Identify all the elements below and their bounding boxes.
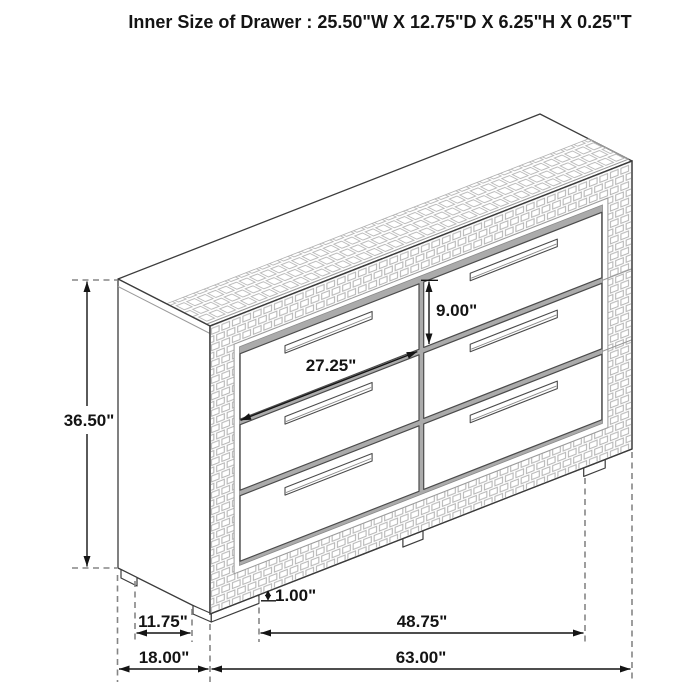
page-title: Inner Size of Drawer : 25.50"W X 12.75"D X 6.25"H X 0.25"T xyxy=(128,12,632,32)
label-overall-width: 63.00" xyxy=(395,648,447,667)
label-drawer-height: 9.00" xyxy=(436,301,478,320)
dim-overall-height xyxy=(64,280,117,568)
dresser-side-panel xyxy=(118,279,210,614)
label-leg-inset-depth: 11.75" xyxy=(138,612,188,631)
label-leg-span-width: 48.75" xyxy=(396,612,448,631)
label-leg-height: 1.00" xyxy=(275,586,317,605)
label-overall-height: 36.50" xyxy=(63,411,115,430)
label-drawer-width: 27.25" xyxy=(305,356,357,375)
label-overall-depth: 18.00" xyxy=(138,648,190,667)
